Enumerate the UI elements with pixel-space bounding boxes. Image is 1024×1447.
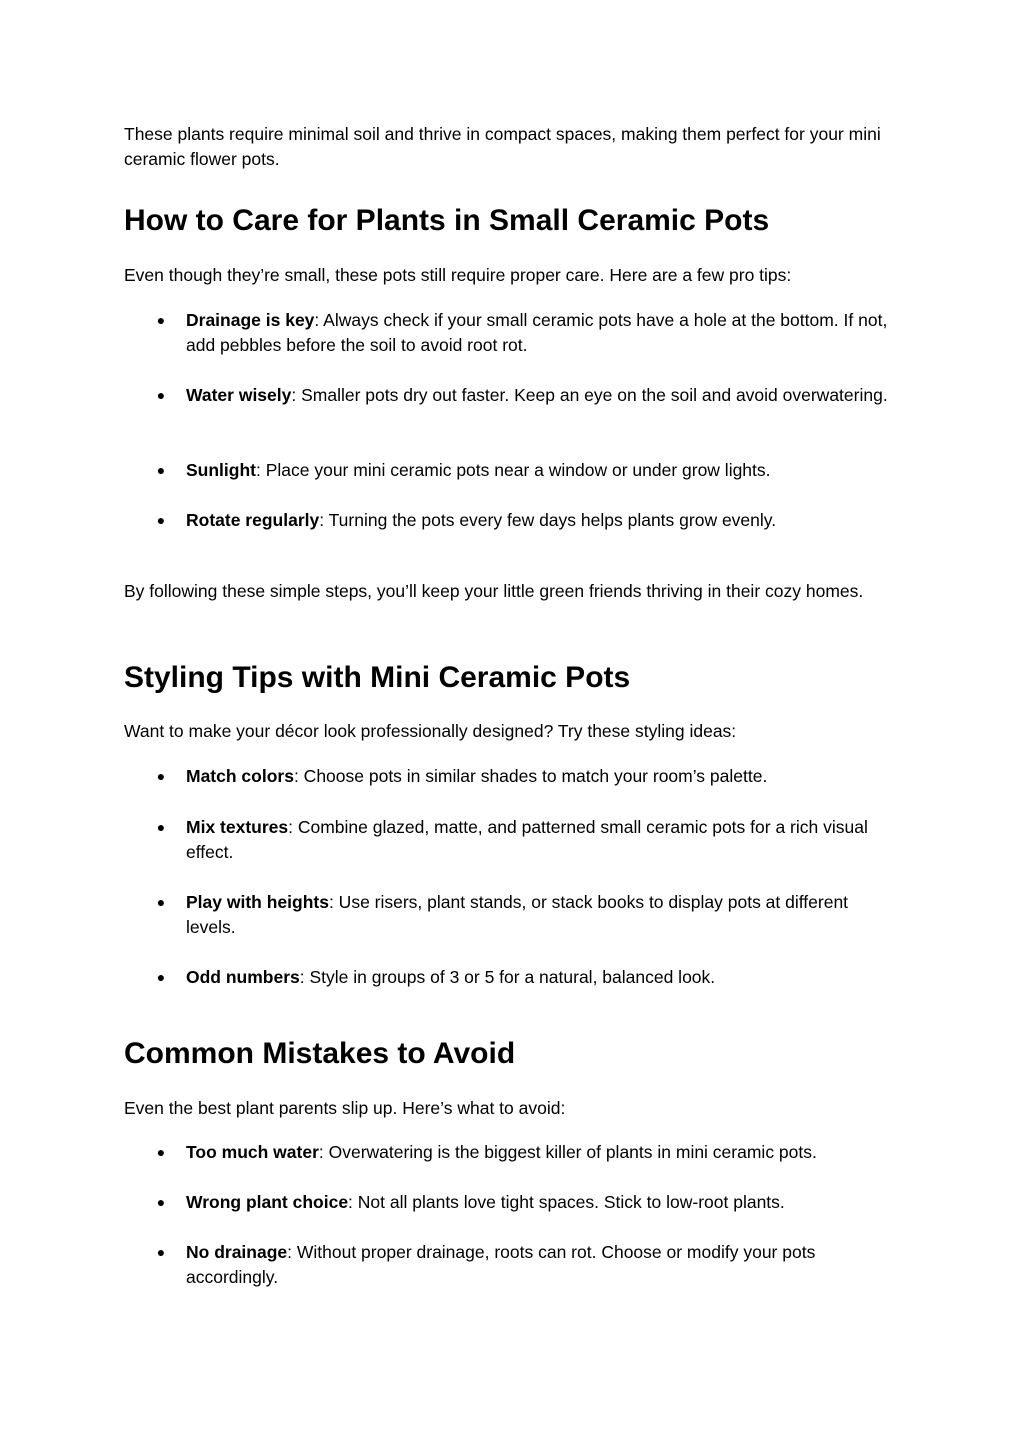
styling-lead-paragraph: Want to make your décor look professionally designed? Try these styling ideas:: [124, 721, 737, 741]
bullet-icon: ●: [156, 1244, 166, 1260]
mistakes-lead-paragraph: Even the best plant parents slip up. Here’s what to avoid:: [124, 1098, 566, 1118]
section-heading-care: How to Care for Plants in Small Ceramic Pots: [124, 204, 770, 237]
list-item-term: Water wisely: [186, 385, 292, 405]
bullet-icon: ●: [156, 969, 166, 985]
list-item-text: : Turning the pots every few days helps plants grow evenly.: [319, 510, 777, 530]
bullet-icon: ●: [156, 894, 166, 910]
list-item-term: Sunlight: [186, 460, 256, 480]
list-item-sunlight: [186, 458, 898, 483]
bullet-icon: ●: [156, 1144, 166, 1160]
bullet-icon: ●: [156, 387, 166, 403]
list-item-term: Too much water: [186, 1142, 319, 1162]
list-item-text: : Without proper drainage, roots can rot. Choose or modify your pots accordingly.: [186, 1242, 816, 1287]
list-item-heights: [186, 890, 898, 940]
list-item-text: : Combine glazed, matte, and patterned small ceramic pots for a rich visual effect.: [186, 817, 868, 862]
bullet-icon: ●: [156, 1194, 166, 1210]
care-closing-paragraph: By following these simple steps, you’ll keep your little green friends thriving in their cozy homes.: [124, 581, 864, 601]
intro-paragraph: These plants require minimal soil and thrive in compact spaces, making them perfect for your mini ceramic flower pots.: [124, 124, 881, 169]
list-item-too-much-water: [186, 1140, 898, 1165]
list-item-drainage: [186, 308, 898, 358]
list-item-term: Match colors: [186, 766, 294, 786]
list-item-term: Wrong plant choice: [186, 1192, 349, 1212]
bullet-icon: ●: [156, 462, 166, 478]
list-item-water: [186, 383, 898, 408]
list-item-rotate: [186, 508, 898, 533]
bullet-icon: ●: [156, 819, 166, 835]
care-lead-paragraph: Even though they’re small, these pots still require proper care. Here are a few pro tips:: [124, 265, 792, 285]
list-item-match-colors: [186, 764, 898, 789]
list-item-term: Rotate regularly: [186, 510, 320, 530]
list-item-mix-textures: [186, 815, 898, 865]
list-item-text: : Overwatering is the biggest killer of plants in mini ceramic pots.: [318, 1142, 817, 1162]
bullet-icon: ●: [156, 768, 166, 784]
list-item-odd-numbers: [186, 965, 898, 990]
list-item-term: Play with heights: [186, 892, 329, 912]
bullet-icon: ●: [156, 512, 166, 528]
list-item-wrong-plant: [186, 1190, 898, 1215]
list-item-text: : Choose pots in similar shades to match your room’s palette.: [293, 766, 768, 786]
list-item-text: : Style in groups of 3 or 5 for a natural, balanced look.: [299, 967, 716, 987]
list-item-text: : Place your mini ceramic pots near a window or under grow lights.: [255, 460, 771, 480]
section-heading-mistakes: Common Mistakes to Avoid: [124, 1037, 516, 1070]
section-heading-styling: Styling Tips with Mini Ceramic Pots: [124, 661, 631, 694]
list-item-term: Odd numbers: [186, 967, 300, 987]
list-item-term: Mix textures: [186, 817, 289, 837]
list-item-term: Drainage is key: [186, 310, 315, 330]
list-item-text: : Smaller pots dry out faster. Keep an eye on the soil and avoid overwatering.: [291, 385, 888, 405]
list-item-text: : Always check if your small ceramic pots have a hole at the bottom. If not, add pebbles before the soil to avoid root rot.: [186, 310, 888, 355]
list-item-text: : Use risers, plant stands, or stack books to display pots at different levels.: [186, 892, 849, 937]
list-item-no-drainage: [186, 1240, 898, 1290]
list-item-text: : Not all plants love tight spaces. Stick to low-root plants.: [348, 1192, 785, 1212]
bullet-icon: ●: [156, 312, 166, 328]
list-item-term: No drainage: [186, 1242, 288, 1262]
